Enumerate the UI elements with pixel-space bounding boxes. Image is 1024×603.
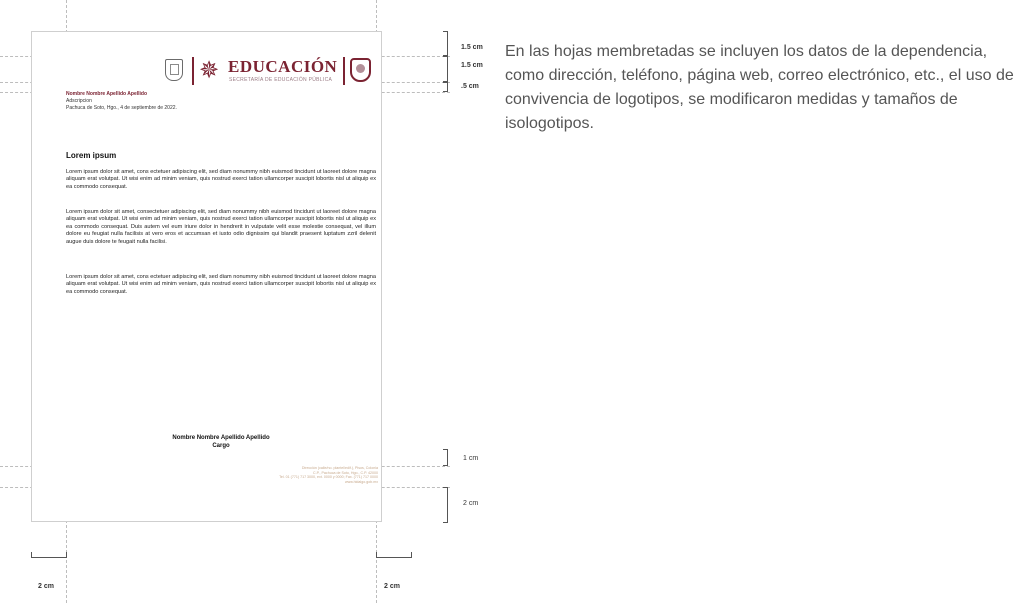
- education-star-icon: ✵: [199, 57, 220, 84]
- place-date: Pachuca de Soto, Hgo., 4 de septiembre de 2022.: [66, 105, 177, 111]
- sender-name: Nombre Nombre Apellido Apellido: [66, 91, 148, 97]
- brand-title: EDUCACIÓN: [228, 57, 338, 76]
- measure-label-top-2: 1.5 cm: [461, 62, 483, 69]
- measure-label-left-margin: 2 cm: [38, 583, 54, 590]
- measure-label-right-margin: 2 cm: [384, 583, 400, 590]
- footer-line: Dirección (calle/no. plantel/edif.), Pisos, Colonia: [301, 466, 378, 470]
- letter-paragraph: Lorem ipsum dolor sit amet, cons ectetuer adipiscing elit, sed diam nonummy nibh euismod tincidunt ut laoreet dolore magna aliquam erat volutpat. Ut wisi enim ad minim veniam, quis nostrud exerci tation ullamcorper suscipit lobortis nisl ut aliquip ex ea commodo consequat.: [66, 274, 376, 295]
- measure-bracket: [443, 449, 448, 466]
- measure-bracket: [443, 82, 448, 92]
- logo-divider: [192, 57, 194, 85]
- measure-bracket: [443, 487, 448, 523]
- measure-label-top-1: 1.5 cm: [461, 44, 483, 51]
- sender-adscription: Adscripcion: [66, 98, 92, 104]
- government-emblem-icon: [350, 58, 371, 82]
- measure-label-top-3: .5 cm: [461, 83, 479, 90]
- state-shield-icon: [165, 59, 183, 81]
- footer-line: C.P., Pachuca de Soto, Hgo., C.P. 42000: [313, 470, 378, 475]
- footer-line: Tel. 01 (771) 717 3000, ext. 0000 y 0000; Fax. (771) 717 0000: [279, 475, 378, 479]
- measure-bracket: [443, 56, 448, 82]
- measure-bracket: [376, 552, 412, 558]
- brand-subtitle: SECRETARÍA DE EDUCACIÓN PÚBLICA: [229, 77, 333, 83]
- letter-paragraph: Lorem ipsum dolor sit amet, cons ectetuer adipiscing elit, sed diam nonummy nibh euismod tincidunt ut laoreet dolore magna aliquam erat volutpat. Ut wisi enim ad minim veniam, quis nostrud exerci tation ullamcorper suscipit lobortis nisl ut aliquip ex ea commodo consequat.: [66, 169, 376, 190]
- letter-paragraph: Lorem ipsum dolor sit amet, consectetuer adipiscing elit, sed diam nonummy nibh euismod tincidunt ut laoreet dolore magna aliquam erat volutpat. Ut wisi enim ad minim veniam, quis nostrud exerci tation ullamcorper suscipit lobortis nisl ut aliquip ex ea commodo consequat. Duis autem vel eum iriure dolor in hendrerit in vulputate velit esse molestie consequat, vel illum dolore eu feugiat nulla facilisis at vero eros et accumsan et iusto odio dignissim qui blandit praesent luptatum zzril delenit augue duis dolore te feugait nulla facilisi.: [66, 209, 376, 245]
- logo-divider: [343, 57, 345, 85]
- measure-label-footer-height: 2 cm: [463, 500, 479, 507]
- measure-bracket: [31, 552, 67, 558]
- signature-role: Cargo: [212, 443, 230, 449]
- measure-bracket: [443, 31, 448, 56]
- measure-label-footer-gap: 1 cm: [463, 455, 479, 462]
- footer-line: www.hidalgo.gob.mx: [345, 479, 378, 484]
- description-text: En las hojas membretadas se incluyen los datos de la dependencia, como dirección, teléfono, página web, correo electrónico, etc., el uso de convivencia de logotipos, se modificaron medidas y tamaños de isologotipos.: [505, 43, 1014, 132]
- letter-footer: [250, 466, 378, 484]
- signature-name: Nombre Nombre Apellido Apellido: [172, 435, 270, 441]
- letterhead-logos: [165, 55, 380, 89]
- letter-title: Lorem ipsum: [66, 151, 117, 160]
